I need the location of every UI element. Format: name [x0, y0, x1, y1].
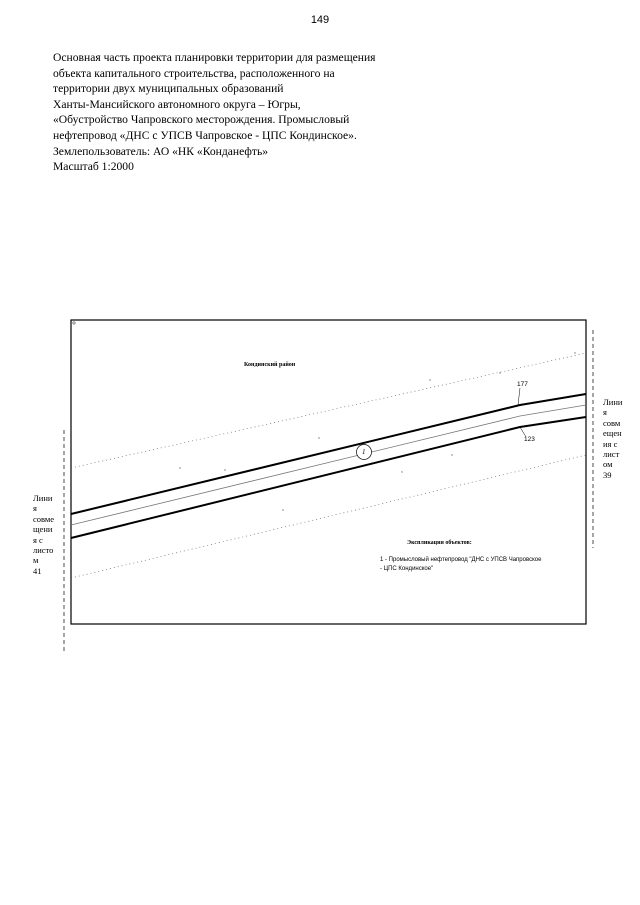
left-match-line-label: Лини я совме щени я с листо м 41	[33, 493, 55, 576]
corner-mark	[73, 322, 75, 324]
district-label: Кондинский район	[244, 362, 296, 368]
header-line: нефтепровод «ДНС с УПСВ Чапровское - ЦПС Кондинское».	[53, 128, 357, 142]
object-number-label: 1	[362, 448, 366, 456]
legend-title: Экспликация объектов:	[407, 540, 472, 546]
legend-item: 1 - Промысловый нефтепровод "ДНС с УПСВ Чапровское - ЦПС Кондинское"	[380, 557, 542, 572]
corridor-lower-boundary	[71, 417, 586, 538]
header-line: Масштаб 1:2000	[53, 160, 134, 174]
page-number: 149	[310, 14, 330, 26]
picket-label: 177	[517, 381, 528, 388]
corridor-upper-boundary	[71, 394, 586, 514]
header-line: Землепользователь: АО «НК «Конданефть»	[53, 144, 269, 158]
pipeline-axis	[71, 405, 586, 525]
leader-177	[518, 388, 520, 405]
map-frame	[71, 320, 586, 624]
picket-label: 123	[524, 436, 535, 443]
header-line: «Обустройство Чапровского месторождения. Промысловый	[53, 113, 350, 127]
survey-points	[179, 352, 575, 510]
header-line: Основная часть проекта планировки территории для размещения	[53, 51, 376, 64]
header-line: Ханты-Мансийского автономного округа – Югры,	[53, 97, 301, 111]
right-match-line-label: Лини я совм ещен ия с лист ом 39	[603, 397, 623, 480]
header-line: объекта капитального строительства, расположенного на	[53, 66, 335, 80]
header-line: территории двух муниципальных образований	[53, 82, 284, 96]
